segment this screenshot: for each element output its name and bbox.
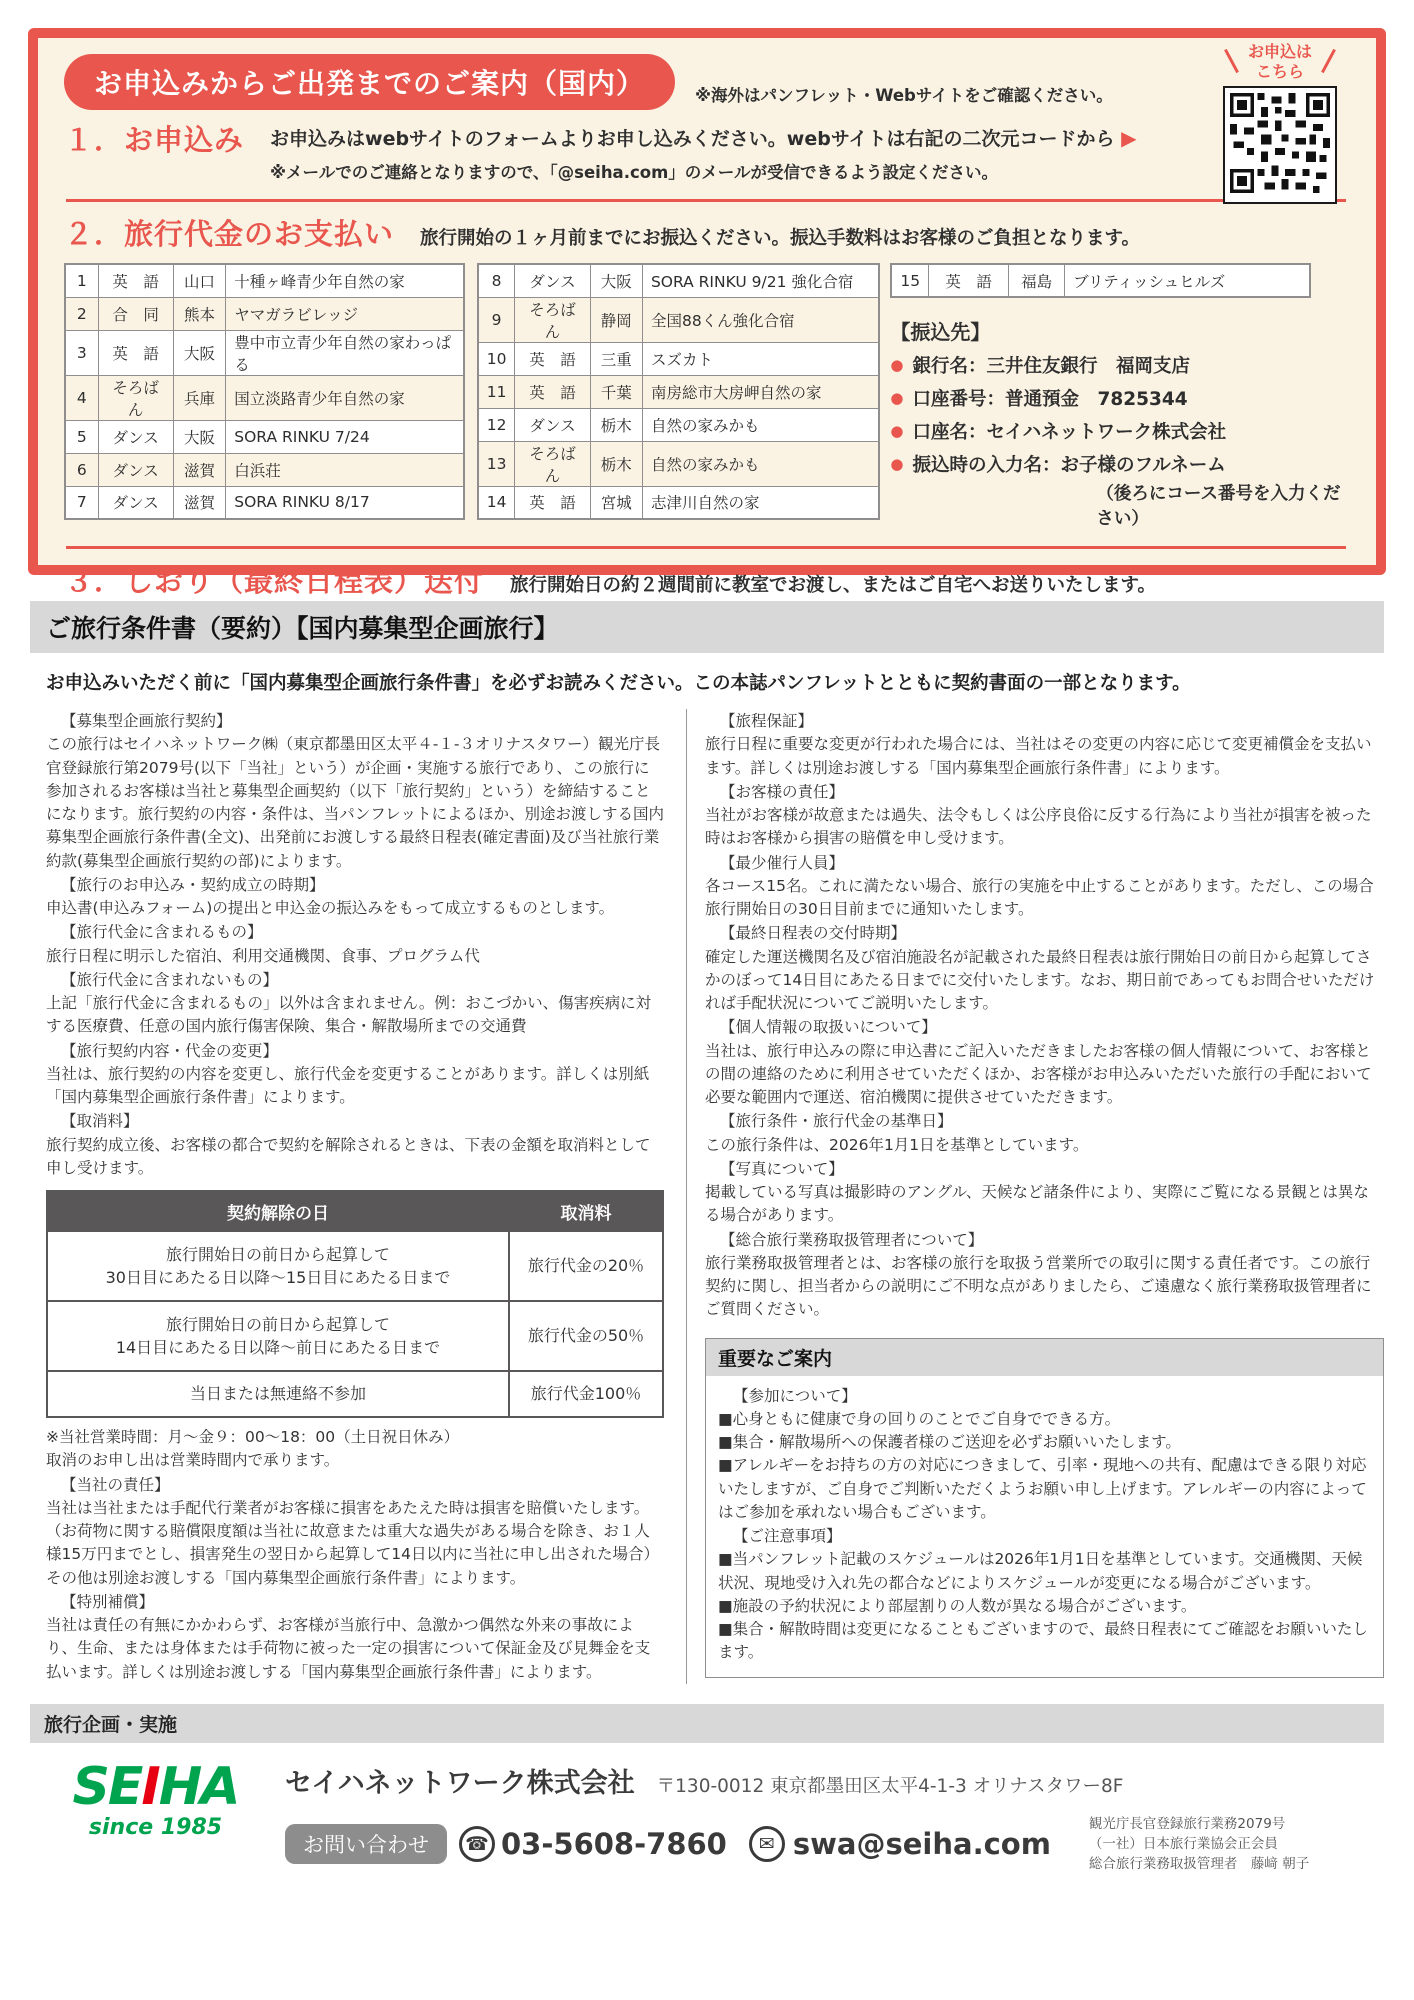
registration-line: 総合旅行業務取扱管理者 藤﨑 朝子 [1088, 1856, 1310, 1873]
course-no: 11 [478, 375, 515, 408]
terms-left-column [46, 709, 664, 1684]
important-notice-box [705, 1338, 1384, 1678]
terms-columns [46, 709, 1384, 1684]
table-row [478, 342, 880, 375]
terms-section [46, 710, 664, 873]
course-pref: 栃木 [590, 441, 642, 486]
bank-item: ● 口座名：セイハネットワーク株式会社 [890, 422, 1227, 443]
decorative-slash-left [1224, 49, 1239, 73]
table-row [65, 297, 464, 330]
bank-heading: 【振込先】 [890, 320, 991, 344]
course-pref: 大阪 [590, 264, 642, 297]
terms-section [46, 1110, 664, 1180]
terms-body: 確定した運送機関名及び宿泊施設名が記載された最終日程表は旅行開始日の前日から起算してさかのぼって14日目にあたる日までに交付いたします。なお、期日前であってもお問合せいただければ手配状況についてご説明いたします。 [705, 947, 1375, 1012]
terms-heading: 【当社の責任】 [61, 1475, 170, 1494]
table-row [478, 297, 880, 342]
course-no: 9 [478, 297, 515, 342]
course-no: 7 [65, 486, 98, 519]
course-place: SORA RINKU 9/21 強化合宿 [642, 264, 879, 297]
course-category: 英 語 [515, 375, 590, 408]
cancel-period: 当日または無連絡不参加 [47, 1371, 509, 1417]
cancel-fee: 旅行代金の50％ [509, 1301, 663, 1371]
phone-number: 03-5608-7860 [501, 1827, 727, 1862]
terms-body: この旅行条件は、2026年1月1日を基準としています。 [705, 1135, 1089, 1154]
section-1-line2: ※メールでのご連絡となりますので、「@seiha.com」のメールが受信できるよう設定ください。 [270, 163, 998, 182]
course-place: 十種ヶ峰青少年自然の家 [226, 264, 464, 297]
cancel-col1-header: 契約解除の日 [47, 1191, 509, 1231]
course-pref: 千葉 [590, 375, 642, 408]
table-row [65, 264, 464, 297]
important-line: ■心身ともに健康で身の回りのことでご自身でできる方。 [718, 1409, 1121, 1428]
cancel-col2-header: 取消料 [509, 1191, 663, 1231]
course-no: 2 [65, 297, 98, 330]
section-2-heading: ２．旅行代金のお支払い [64, 217, 395, 251]
terms-heading: 【募集型企画旅行契約】 [61, 712, 232, 730]
important-line: ■施設の予約状況により部屋割りの人数が異なる場合がございます。 [718, 1596, 1197, 1615]
terms-section [46, 1591, 664, 1684]
contact-badge: お問い合わせ [285, 1824, 447, 1864]
course-category: ダンス [515, 264, 590, 297]
cancellation-table [46, 1190, 664, 1418]
course-place: SORA RINKU 8/17 [226, 486, 464, 519]
guide-box [28, 28, 1386, 598]
course-table-right [890, 263, 1310, 298]
bullet-icon: ● [890, 455, 904, 473]
seiha-logo: SEIHA since 1985 [48, 1761, 263, 1840]
qr-code [1223, 86, 1337, 204]
course-place: 豊中市立青少年自然の家わっぱる [226, 330, 464, 375]
important-line: ■当パンフレット記載のスケジュールは2026年1月1日を基準としています。交通機関、天候状況、現地受け入れ先の都合などによりスケジュールが変更になる場合がございます。 [718, 1550, 1363, 1592]
table-row [478, 264, 880, 297]
table-row [65, 375, 464, 420]
course-place: 志津川自然の家 [642, 486, 879, 519]
registration-line: （一社）日本旅行業協会正会員 [1088, 1836, 1278, 1852]
terms-section [46, 874, 664, 921]
course-category: 英 語 [98, 264, 173, 297]
terms-body: この旅行はセイハネットワーク㈱（東京都墨田区太平４-１-３オリナスタワー）観光庁長官登録旅行第2079号(以下「当社」という）が企画・実施する旅行であり、この旅行に参加されるお客様は当社と募集型企画契約（以下「旅行契約」という）を締結することになります。旅行契約の内容・条件は、当パンフレットによるほか、別途お渡しする国内募集型企画旅行条件書(全文)、出発前にお渡しする最終日程表(確定書面)及び当社旅行業約款(募集型企画旅行契約の部)によります。 [46, 735, 664, 870]
registration-line: 観光庁長官登録旅行業務2079号 [1088, 1815, 1286, 1832]
table-row [65, 453, 464, 486]
important-heading: 【参加について】 [733, 1386, 857, 1405]
terms-section [705, 1229, 1384, 1322]
terms-heading: 【個人情報の取扱いについて】 [720, 1018, 937, 1037]
course-table-left [64, 263, 465, 520]
page-title: お申込みからご出発までのご案内（国内） [64, 54, 675, 110]
company-address: 〒130-0012 東京都墨田区太平4-1-3 オリナスタワー8F [656, 1775, 1124, 1797]
section-2-heading-row [64, 212, 1348, 253]
terms-body: 各コース15名。これに満たない場合、旅行の実施を中止することがあります。ただし、この場合旅行開始日の30日目前までに通知いたします。 [705, 876, 1374, 918]
terms-heading: 【特別補償】 [61, 1592, 155, 1611]
course-place: SORA RINKU 7/24 [226, 420, 464, 453]
course-place: 白浜荘 [226, 453, 464, 486]
course-pref: 熊本 [173, 297, 226, 330]
table-row [47, 1301, 663, 1371]
bank-item: ● 口座番号：普通預金 7825344 [890, 389, 1188, 410]
terms-intro: お申込みいただく前に「国内募集型企画旅行条件書」を必ずお読みください。この本誌パンフレットとともに契約書面の一部となります。 [46, 673, 1191, 694]
course-no: 13 [478, 441, 515, 486]
important-line: ■集合・解散場所への保護者様のご送迎を必ずお願いいたします。 [718, 1433, 1181, 1451]
bank-item: ● 銀行名：三井住友銀行 福岡支店 [890, 356, 1191, 377]
table-row [47, 1371, 663, 1417]
terms-heading: 【旅行代金に含まれるもの】 [61, 923, 263, 942]
course-place: 南房総市大房岬自然の家 [642, 375, 879, 408]
table-row [65, 420, 464, 453]
terms-body: 旅行日程に重要な変更が行われた場合には、当社はその変更の内容に応じて変更補償金を支払います。詳しくは別途お渡しする「国内募集型企画旅行条件書」によります。 [705, 735, 1372, 777]
phone-icon: ☎ [459, 1826, 495, 1862]
course-pref: 山口 [173, 264, 226, 297]
terms-body: 当社がお客様が故意または過失、法令もしくは公序良俗に反する行為により当社が損害を被った時はお客様から損害の賠償を申し受けます。 [705, 806, 1372, 848]
overseas-note: ※海外はパンフレット・Webサイトをご確認ください。 [695, 86, 1113, 105]
course-no: 5 [65, 420, 98, 453]
terms-section [705, 1158, 1384, 1228]
terms-section [705, 781, 1384, 851]
bullet-icon: ● [890, 422, 904, 440]
red-divider-2 [66, 546, 1346, 549]
terms-heading: 【お客様の責任】 [720, 782, 845, 801]
email-address: swa@seiha.com [792, 1827, 1051, 1862]
terms-body: 当社は当社または手配代行業者がお客様に損害をあたえた時は損害を賠償いたします。（お荷物に関する賠償限度額は当社に故意または重大な過失がある場合を除き、お１人様15万円までとし、損害発生の翌日から起算して14日以内に当社に申し出された場合）その他は別途お渡しする「国内募集型企画旅行条件書」によります。 [46, 1498, 659, 1587]
important-line: ■アレルギーをお持ちの方の対応につきまして、引率・現地への共有、配慮はできる限り対応いたしますが、ご自身でご判断いただくようお願い申し上げます。アレルギーの内容によってはご参加を承れない場合もございます。 [718, 1456, 1367, 1521]
terms-body: 申込書(申込みフォーム)の提出と申込金の振込みをもって成立するものとします。 [46, 899, 615, 917]
qr-label [1230, 42, 1330, 82]
course-category: そろばん [98, 375, 173, 420]
table-row [65, 330, 464, 375]
bank-info [890, 316, 1348, 530]
terms-heading: 【取消料】 [61, 1112, 139, 1131]
course-category: ダンス [98, 486, 173, 519]
business-hours-note: ※当社営業時間：月〜金９：00〜18：00（土日祝日休み） [46, 1428, 460, 1446]
course-place: 自然の家みかも [642, 408, 879, 441]
cancel-period: 旅行開始日の前日から起算して 30日目にあたる日以降〜15日目にあたる日まで [47, 1231, 509, 1301]
course-no: 15 [891, 264, 928, 297]
terms-heading: 【旅行契約内容・代金の変更】 [61, 1041, 279, 1060]
terms-heading: 【写真について】 [720, 1159, 844, 1178]
terms-heading: 【最少催行人員】 [720, 853, 845, 872]
bullet-icon: ● [890, 356, 904, 374]
table-row [478, 441, 880, 486]
section-1 [64, 118, 1348, 183]
terms-section [46, 969, 664, 1039]
course-pref: 栃木 [590, 408, 642, 441]
important-notice-title: 重要なご案内 [706, 1339, 1383, 1376]
table-row [891, 264, 1309, 297]
arrow-right-icon: ▶ [1121, 126, 1137, 150]
decorative-slash-right [1321, 49, 1336, 73]
course-place: 国立淡路青少年自然の家 [226, 375, 464, 420]
terms-section [705, 852, 1384, 922]
course-pref: 滋賀 [173, 453, 226, 486]
table-row [65, 486, 464, 519]
logo-subtitle: since 1985 [88, 1814, 223, 1840]
course-pref: 大阪 [173, 330, 226, 375]
important-heading: 【ご注意事項】 [733, 1527, 842, 1545]
terms-title-bar [30, 601, 1384, 653]
course-place: ブリティッシュヒルズ [1065, 264, 1310, 297]
terms-section [46, 1474, 664, 1590]
course-pref: 静岡 [590, 297, 642, 342]
terms-section [46, 1040, 664, 1110]
qr-block [1210, 42, 1350, 204]
course-pref: 兵庫 [173, 375, 226, 420]
footer [48, 1756, 1374, 1875]
course-pref: 大阪 [173, 420, 226, 453]
footer-bar: 旅行企画・実施 [30, 1704, 1384, 1743]
course-pref: 福島 [1009, 264, 1065, 297]
terms-right-column [686, 709, 1384, 1684]
section-3 [64, 559, 1348, 600]
course-place: スズカト [642, 342, 879, 375]
course-category: そろばん [515, 441, 590, 486]
terms-body: 当社は、旅行契約の内容を変更し、旅行代金を変更することがあります。詳しくは別紙「国内募集型企画旅行条件書」によります。 [46, 1064, 650, 1106]
bank-note: （後ろにコース番号を入力ください） [1096, 484, 1341, 529]
bullet-icon: ● [890, 389, 904, 407]
company-name: セイハネットワーク株式会社 [285, 1767, 635, 1799]
course-category: 英 語 [98, 330, 173, 375]
registration-info [1089, 1814, 1309, 1875]
red-divider-1 [66, 199, 1346, 202]
course-no: 10 [478, 342, 515, 375]
course-category: 合 同 [98, 297, 173, 330]
terms-body: 旅行日程に明示した宿泊、利用交通機関、食事、プログラム代 [46, 946, 480, 965]
terms-heading: 【最終日程表の交付時期】 [720, 924, 907, 943]
terms-heading: 【旅行条件・旅行代金の基準日】 [720, 1112, 953, 1131]
terms-section [705, 1016, 1384, 1109]
table-header-row [47, 1191, 663, 1231]
table-row [478, 375, 880, 408]
table-row [478, 408, 880, 441]
terms-body: 旅行契約成立後、お客様の都合で契約を解除されるときは、下表の金額を取消料として申し受けます。 [46, 1135, 651, 1177]
course-category: ダンス [98, 420, 173, 453]
course-no: 6 [65, 453, 98, 486]
section-3-note: 旅行開始日の約２週間前に教室でお渡し、またはご自宅へお送りいたします。 [510, 575, 1157, 596]
terms-section [705, 1110, 1384, 1157]
course-no: 1 [65, 264, 98, 297]
cancel-period: 旅行開始日の前日から起算して 14日目にあたる日以降〜前日にあたる日まで [47, 1301, 509, 1371]
course-place: 全国88くん強化合宿 [642, 297, 879, 342]
cancel-fee: 旅行代金100％ [509, 1371, 663, 1417]
course-pref: 宮城 [590, 486, 642, 519]
terms-body: 当社は責任の有無にかかわらず、お客様が当旅行中、急激かつ偶然な外来の事故により、生命、または身体または手荷物に被った一定の損害について保証金及び見舞金を支払います。詳しくは別途お渡しする「国内募集型企画旅行条件書」によります。 [46, 1616, 651, 1681]
terms-section [46, 921, 664, 968]
terms-title: ご旅行条件書（要約）【国内募集型企画旅行】 [46, 614, 559, 643]
course-tables [64, 263, 1348, 530]
terms-section [705, 710, 1384, 780]
terms-body: 掲載している写真は撮影時のアングル、天候など諸条件により、実際にご覧になる景観とは異なる場合があります。 [705, 1183, 1369, 1225]
terms-body: 上記「旅行代金に含まれるもの」以外は含まれません。例：おこづかい、傷害疾病に対する医療費、任意の国内旅行傷害保険、集合・解散場所までの交通費 [46, 994, 652, 1036]
bank-item: ● 振込時の入力名：お子様のフルネーム [890, 455, 1226, 476]
terms-heading: 【旅程保証】 [720, 712, 814, 730]
terms-body: 旅行業務取扱管理者とは、お客様の旅行を取扱う営業所での取引に関する責任者です。この旅行契約に関し、担当者からの説明にご不明な点がありましたら、ご遠慮なく旅行業務取扱管理者にご質問ください。 [705, 1253, 1372, 1319]
important-line: ■集合・解散時間は変更になることもございますので、最終日程表にてご確認をお願いいたします。 [718, 1620, 1368, 1662]
course-no: 14 [478, 486, 515, 519]
terms-heading: 【旅行のお申込み・契約成立の時期】 [61, 875, 325, 894]
terms-section [705, 922, 1384, 1015]
section-2-note: 旅行開始の１ヶ月前までにお振込ください。振込手数料はお客様のご負担となります。 [420, 228, 1141, 249]
course-no: 4 [65, 375, 98, 420]
course-category: 英 語 [929, 264, 1009, 297]
course-category: ダンス [98, 453, 173, 486]
course-table-mid [477, 263, 881, 520]
table-row [47, 1231, 663, 1301]
qr-label-line2: こちら [1255, 62, 1304, 81]
cancel-notice-note: 取消のお申し出は営業時間内で承ります。 [46, 1451, 340, 1470]
section-1-line1: お申込みはwebサイトのフォームよりお申し込みください。webサイトは右記の二次元コードから ▶ [270, 126, 1137, 150]
course-category: 英 語 [515, 342, 590, 375]
section-3-heading: ３．しおり（最終日程表）送付 [64, 564, 485, 598]
section-1-heading: １．お申込み [64, 123, 245, 157]
terms-heading: 【旅行代金に含まれないもの】 [61, 970, 279, 989]
cancel-fee: 旅行代金の20％ [509, 1231, 663, 1301]
mail-icon: ✉ [749, 1826, 785, 1862]
course-pref: 三重 [590, 342, 642, 375]
course-category: そろばん [515, 297, 590, 342]
qr-label-line1: お申込は [1247, 42, 1312, 61]
course-no: 3 [65, 330, 98, 375]
course-category: 英 語 [515, 486, 590, 519]
course-place: ヤマガラビレッジ [226, 297, 464, 330]
course-place: 自然の家みかも [642, 441, 879, 486]
terms-heading: 【総合旅行業務取扱管理者について】 [720, 1230, 984, 1249]
terms-body: 当社は、旅行申込みの際に申込書にご記入いただきましたお客様の個人情報について、お客様との間の連絡のために利用させていただくほか、お客様がお申込みいただいた旅行の手配において必要な範囲内で運送、宿泊機関に提供させていただきます。 [705, 1041, 1372, 1106]
course-pref: 滋賀 [173, 486, 226, 519]
course-no: 12 [478, 408, 515, 441]
course-no: 8 [478, 264, 515, 297]
table-row [478, 486, 880, 519]
course-category: ダンス [515, 408, 590, 441]
